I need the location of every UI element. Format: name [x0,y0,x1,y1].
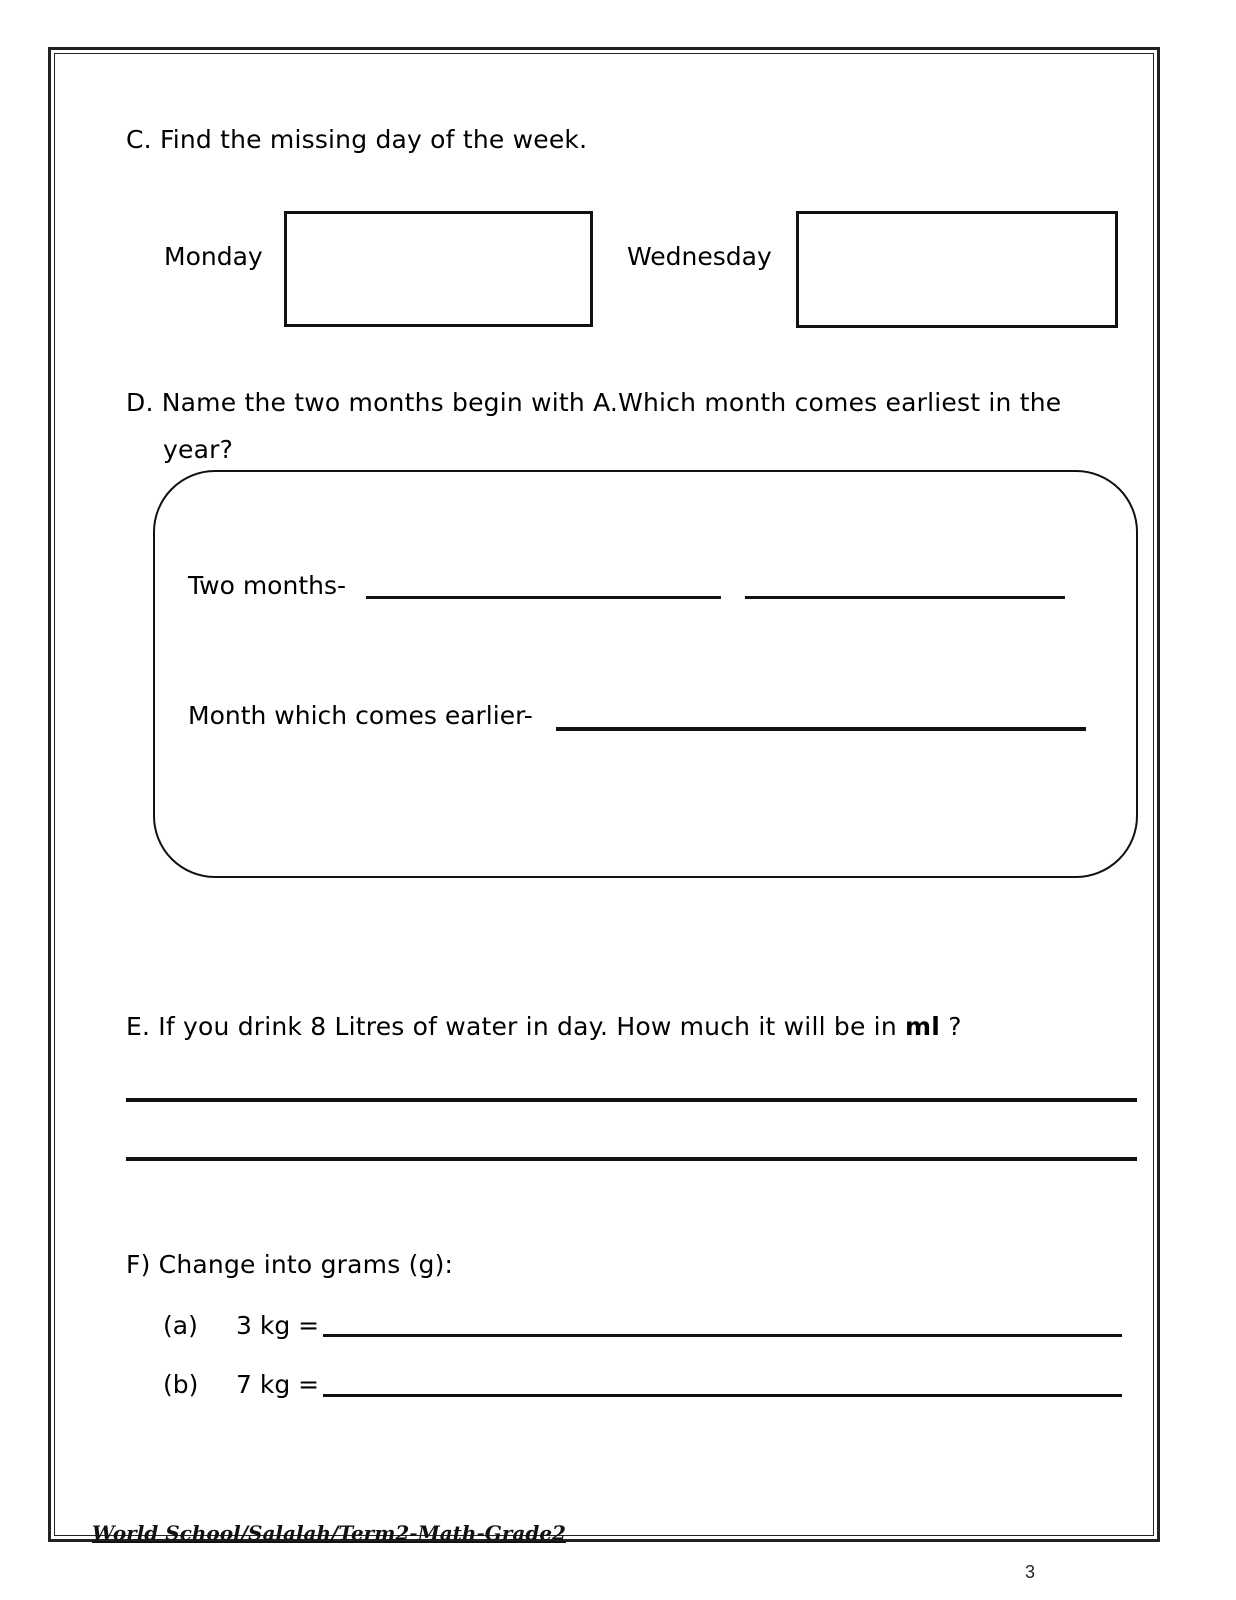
item-a-expression: 3 kg = [236,1311,320,1340]
item-b-marker: (b) [163,1370,199,1399]
question-d-line2: year? [163,435,234,464]
question-e-unit: ml [905,1012,941,1041]
item-b-expression: 7 kg = [236,1370,320,1399]
question-c: C. Find the missing day of the week. [126,125,588,154]
page-number: 3 [1025,1562,1036,1582]
answer-line-e-2[interactable] [126,1157,1137,1161]
question-e-text: E. If you drink 8 Litres of water in day. How much it will be in [126,1012,897,1041]
question-e [126,1012,962,1041]
two-months-label: Two months- [188,571,347,600]
answer-box-after-wednesday[interactable] [796,211,1118,328]
question-d-line1: D. Name the two months begin with A.Which month comes earliest in the [126,388,1062,417]
item-a-marker: (a) [163,1311,198,1340]
earlier-month-label: Month which comes earlier- [188,701,533,730]
answer-panel-d [153,470,1138,878]
answer-line-month-2[interactable] [745,596,1065,599]
question-f: F) Change into grams (g): [126,1250,454,1279]
day-label-monday: Monday [164,242,263,271]
answer-line-earlier-month[interactable] [556,727,1086,731]
answer-line-item-a[interactable] [323,1334,1122,1337]
answer-line-e-1[interactable] [126,1098,1137,1102]
day-label-wednesday: Wednesday [627,242,772,271]
answer-line-month-1[interactable] [366,596,721,599]
answer-box-after-monday[interactable] [284,211,593,327]
question-e-suffix: ? [940,1012,962,1041]
answer-line-item-b[interactable] [323,1394,1122,1397]
footer-school-label: World School/Salalah/Term2-Math-Grade2 [92,1521,566,1545]
